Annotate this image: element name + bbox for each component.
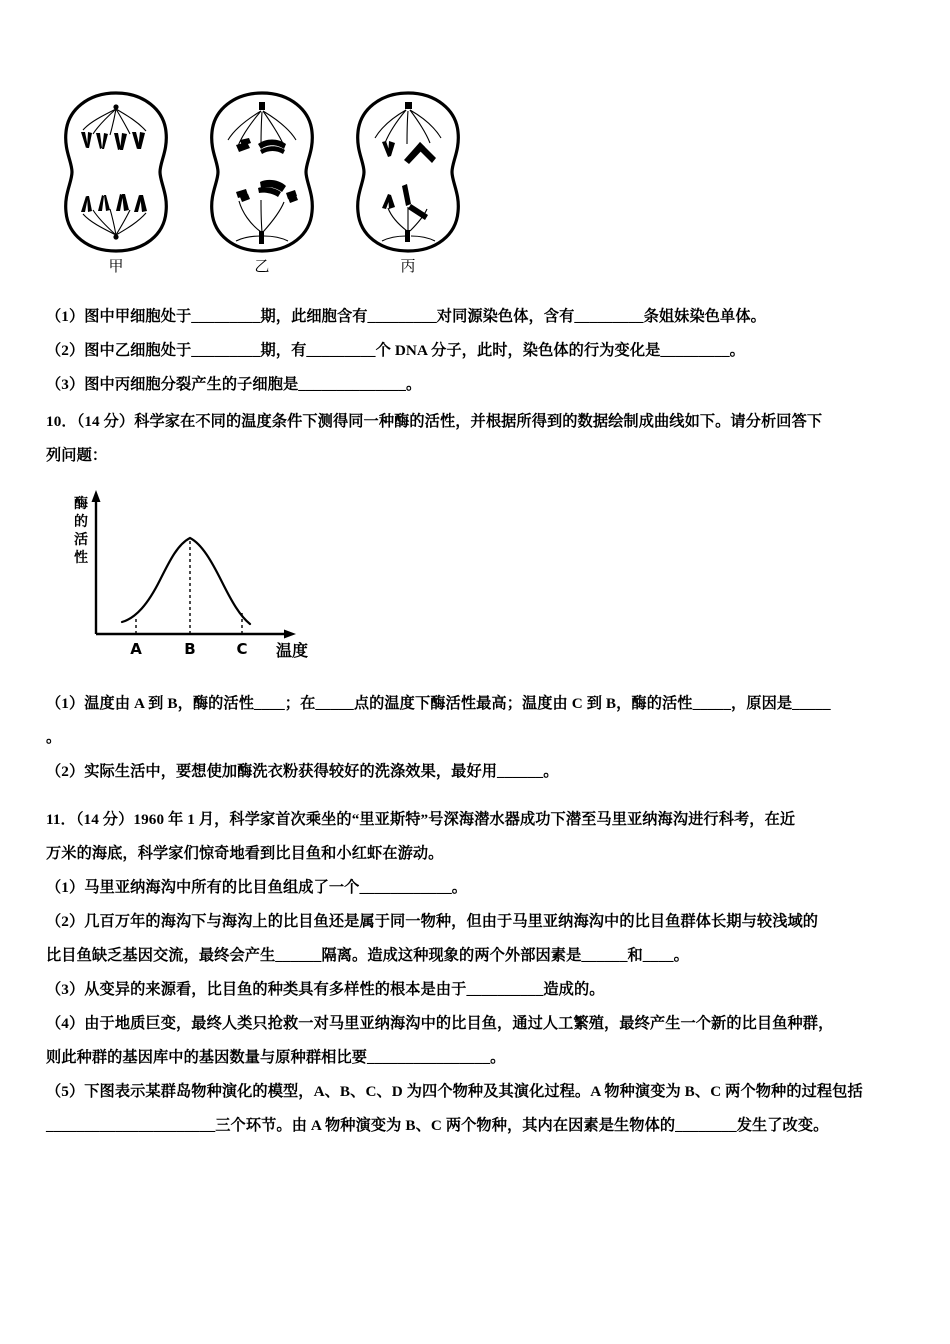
cell-unit-bing — [344, 88, 472, 275]
cell-label-yi: 乙 — [254, 257, 270, 275]
x-tick-label-a: A — [130, 640, 142, 658]
x-tick-label-b: B — [184, 640, 196, 658]
q11-sub1: （1）马里亚纳海沟中所有的比目鱼组成了一个____________。 — [46, 879, 468, 896]
q10-sub1-line-2: 。 — [46, 729, 62, 746]
cell-label-bing: 丙 — [400, 257, 416, 275]
cell-division-figure — [52, 88, 472, 288]
cell-jia-drawing — [56, 88, 176, 256]
q11-block — [46, 803, 918, 1143]
enzyme-chart-svg — [44, 482, 344, 672]
q11-lead-line-1: 11．（14 分）1960 年 1 月，科学家首次乘坐的“里亚斯特”号深海潜水器成功下潜至马里亚纳海沟进行科考，在近 — [46, 811, 796, 828]
q11-sub4-line-1: （4）由于地质巨变，最终人类只抢救一对马里亚纳海沟中的比目鱼，通过人工繁殖，最终产生一个新的比目鱼种群， — [46, 1015, 834, 1032]
cell-unit-yi — [198, 88, 326, 275]
q9-item-3: （3）图中丙细胞分裂产生的子细胞是______________。 — [46, 376, 422, 393]
enzyme-activity-chart — [44, 482, 344, 672]
q10-subquestions — [46, 687, 918, 789]
q11-sub5-line-2: ______________________三个环节。由 A 物种演变为 B、C 两个物种，其内在因素是生物体的________发生了改变。 — [46, 1117, 829, 1134]
q10-lead — [46, 405, 918, 473]
cell-unit-jia — [52, 88, 180, 275]
cell-figure-row — [52, 88, 472, 275]
q10-lead-line-2: 列问题： — [46, 447, 108, 464]
q11-sub4-line-2: 则此种群的基因库中的基因数量与原种群相比要________________。 — [46, 1049, 506, 1066]
q10-sub1-line-1: （1）温度由 A 到 B，酶的活性____；在_____点的温度下酶活性最高；温度由 C 到 B，酶的活性_____，原因是_____ — [46, 695, 831, 712]
q11-lead-line-2: 万米的海底，科学家们惊奇地看到比目鱼和小红虾在游动。 — [46, 845, 444, 862]
enzyme-activity-curve — [122, 538, 250, 624]
x-axis-title: 温度 — [275, 641, 309, 660]
x-axis-arrow — [284, 630, 296, 639]
cell-label-jia: 甲 — [108, 257, 124, 275]
q11-sub3: （3）从变异的来源看，比目鱼的种类具有多样性的根本是由于__________造成的。 — [46, 981, 605, 998]
x-tick-label-c: C — [236, 640, 248, 658]
q9-subquestions — [46, 300, 918, 402]
q10-lead-line-1: 10．（14 分）科学家在不同的温度条件下测得同一种酶的活性，并根据所得到的数据绘制成曲线如下。请分析回答下 — [46, 413, 823, 430]
q10-sub2: （2）实际生活中，要想使加酶洗衣粉获得较好的洗涤效果，最好用______。 — [46, 763, 559, 780]
y-axis-label-char-1: 的 — [74, 514, 88, 530]
cell-bing-drawing — [348, 88, 468, 256]
y-axis-label-char-3: 性 — [74, 550, 88, 566]
y-axis-arrow — [92, 490, 101, 502]
q11-sub5-line-1: （5）下图表示某群岛物种演化的模型，A、B、C、D 为四个物种及其演化过程。A 物种演变为 B、C 两个物种的过程包括 — [46, 1083, 863, 1100]
q11-sub2-line-1: （2）几百万年的海沟下与海沟上的比目鱼还是属于同一物种，但由于马里亚纳海沟中的比目鱼群体长期与较浅域的 — [46, 913, 819, 930]
y-axis-label-char-2: 活 — [74, 532, 88, 548]
q9-item-2: （2）图中乙细胞处于_________期，有_________个 DNA 分子，此时，染色体的行为变化是_________。 — [46, 342, 745, 359]
q11-sub2-line-2: 比目鱼缺乏基因交流，最终会产生______隔离。造成这种现象的两个外部因素是______和____。 — [46, 947, 689, 964]
q9-item-1: （1）图中甲细胞处于_________期，此细胞含有_________对同源染色体，含有_________条姐妹染色单体。 — [46, 308, 766, 325]
y-axis-label-char-0: 酶 — [74, 496, 88, 512]
cell-yi-drawing — [202, 88, 322, 256]
